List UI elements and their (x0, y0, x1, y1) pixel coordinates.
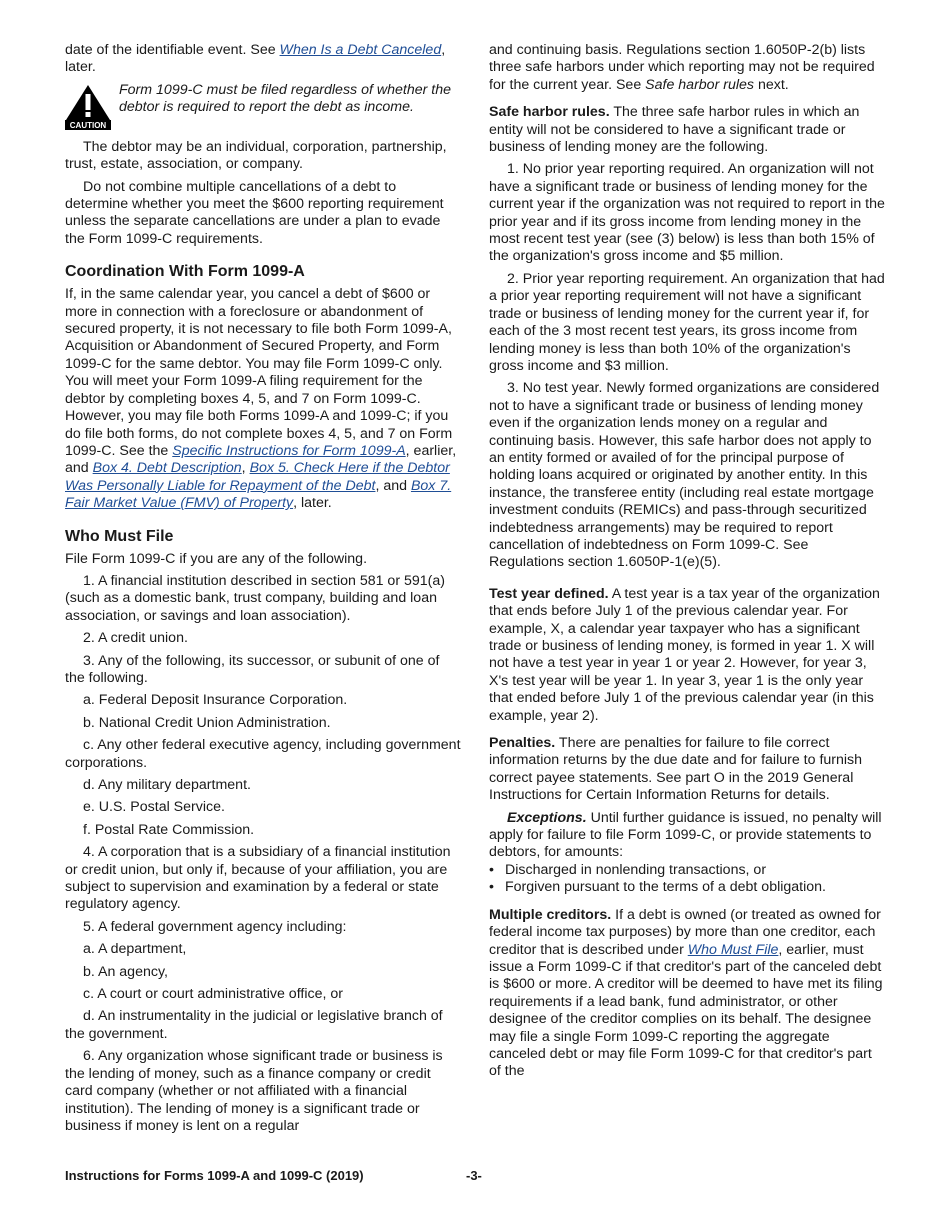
paragraph-exceptions: Exceptions. Until further guidance is issued, no penalty will apply for failure to file Form 1099-C, or provide statements to debtors, for amounts: (489, 809, 882, 861)
bullet-item: • Forgiven pursuant to the terms of a debt obligation. (489, 879, 826, 896)
svg-text:CAUTION: CAUTION (69, 120, 107, 130)
left-column (65, 42, 461, 1140)
list-item: 5. A federal government agency including: (83, 918, 347, 935)
list-item: c. Any other federal executive agency, including government corporations. (65, 737, 461, 771)
footer-title: Instructions for Forms 1099-A and 1099-C (2019) (65, 1168, 364, 1183)
paragraph: Do not combine multiple cancellations of a debt to determine whether you meet the $600 reporting requirement unless the separate cancellations are under a plan to evade the Form 1099-C requirements. (65, 178, 444, 247)
list-item: d. An instrumentality in the judicial or legislative branch of the government. (65, 1008, 443, 1042)
list-item: b. National Credit Union Administration. (83, 714, 331, 731)
list-item: 2. Prior year reporting requirement. An organization that had a prior year reporting requirement will not have a significant trade or business of lending money for the current year if, for each of the 3 most recent test years, its gross income from lending money is less than both 10% of the organization's gross income and $3 million. (489, 270, 885, 374)
heading-coordination: Coordination With Form 1099-A (65, 263, 305, 281)
list-item: c. A court or court administrative office, or (83, 986, 343, 1003)
link-box7[interactable]: Box 7. Fair Market Value (FMV) of Property (65, 477, 452, 512)
paragraph-test-year: Test year defined. A test year is a tax year of the organization that ends before July 1 of the previous calendar year. For example, X, a calendar year taxpayer who has a significant trade or business of lending money, is formed in year 1. X will not have a test year in year 1 or year 2. However, for year 3, X's test year will be year 1. In year 3, year 1 is the only year that ended before July 1 of the previous calendar year (in this example, year 2). (489, 585, 880, 724)
list-item: 3. No test year. Newly formed organizations are considered not to have a significant trade or business of lending money even if the organization lends money on a regular and continuing basis. However, this safe harbor does not apply to an entity formed or availed of for the principal purpose of holding loans acquired or originated by another entity. In this instance, the transferee entity (including real estate mortgage investment conduits (REMICs) and pass-through securitized indebtedness arrangements) may be required to report cancellation of indebtedness on Form 1099-C. See Regulations section 1.6050P-1(e)(5). (489, 380, 880, 571)
list-item: f. Postal Rate Commission. (83, 821, 255, 838)
list-item: b. An agency, (83, 963, 168, 980)
run-in-heading: Exceptions. (507, 809, 587, 826)
paragraph: date of the identifiable event. See When Is a Debt Canceled, later. (65, 42, 446, 76)
paragraph-safe-harbor: Safe harbor rules. The three safe harbor rules in which an entity will not be considered to have a significant trade or business of lending money are the following. (489, 104, 860, 156)
link-specific-instructions-1099a[interactable]: Specific Instructions for Form 1099-A (172, 442, 406, 459)
list-item: d. Any military department. (83, 777, 251, 793)
run-in-heading: Safe harbor rules. (489, 104, 610, 121)
link-box5[interactable]: Box 5. Check Here if the Debtor Was Personally Liable for Repayment of the Debt (65, 460, 450, 494)
paragraph: File Form 1099-C if you are any of the following. (65, 550, 368, 567)
caution-block (65, 82, 461, 130)
list-item: e. U.S. Postal Service. (83, 799, 225, 816)
run-in-heading: Test year defined. (489, 585, 609, 602)
paragraph-multiple-creditors: Multiple creditors. If a debt is owned (or treated as owned for federal income tax purposes) by more than one creditor, each creditor that is described under Who Must File, earlier, must issue a Form 1099-C if that creditor's part of the canceled debt is $600 or more. A creditor will be deemed to have met its filing requirements if a lead bank, fund administrator, or other designee of the creditor complies on its behalf. The designee may file a single Form 1099-C reporting the aggregate canceled debt or may file Form 1099-C for that creditor's part of the (489, 906, 883, 1080)
list-item: a. Federal Deposit Insurance Corporation. (83, 692, 348, 709)
list-item: a. A department, (83, 941, 187, 958)
page-number: -3- (466, 1168, 482, 1183)
paragraph: and continuing basis. Regulations section 1.6050P-2(b) lists three safe harbors under which reporting may not be required for the current year. See Safe harbor rules next. (489, 42, 875, 93)
right-column (489, 42, 885, 1086)
list-item: 1. No prior year reporting required. An organization will not have a significant trade or business of lending money for the current year if the organization was not required to report in the prior year and if its gross income from lending money in the most recent test year (see (3) below) is less than both 15% of the organization's gross income and $5 million. (489, 161, 885, 265)
list-item: 1. A financial institution described in section 581 or 591(a) (such as a domestic bank, trust company, building and loan association, or savings and loan association). (65, 572, 446, 624)
caution-text: Form 1099-C must be filed regardless of whether the debtor is required to report the debt as income. (119, 81, 451, 116)
paragraph-coordination: If, in the same calendar year, you cancel a debt of $600 or more in connection with a foreclosure or abandonment of secured property, it is not necessary to file both Form 1099-A, Acquisition or Abandonment of Secured Property, and Form 1099-C for the same debtor. You may file Form 1099-C only. You will meet your Form 1099-A filing requirement for the debtor by completing boxes 4, 5, and 7 on Form 1099-C. However, you may file both Forms 1099-A and 1099-C; if you do file both forms, do not complete boxes 4, 5, and 7 on Form 1099-C. See the Specific Instructions for Form 1099-A, earlier, and Box 4. Debt Description, Box 5. Check Here if the Debtor Was Personally Liable for Repayment of the Debt, and Box 7. Fair Market Value (FMV) of Property, later. (65, 286, 457, 512)
bullet-item: • Discharged in nonlending transactions, or (489, 861, 767, 878)
list-item: 4. A corporation that is a subsidiary of a financial institution or credit union, but only if, because of your affiliation, you are subject to supervision and examination by a federal or state regulatory agency. (65, 844, 451, 913)
run-in-heading: Multiple creditors. (489, 906, 612, 923)
run-in-heading: Penalties. (489, 735, 556, 752)
caution-icon (65, 84, 111, 130)
list-item: 3. Any of the following, its successor, or subunit of one of the following. (65, 652, 440, 686)
list-item: 2. A credit union. (83, 630, 188, 647)
link-who-must-file[interactable]: Who Must File (687, 941, 779, 958)
list-item: 6. Any organization whose significant trade or business is the lending of money, such as a finance company or credit card company (whether or not affiliated with a financial institution). The lending of money is a significant trade or business if money is lent on a regular (65, 1048, 443, 1134)
heading-who-must-file: Who Must File (65, 527, 174, 545)
link-when-is-debt-canceled[interactable]: When Is a Debt Canceled (279, 42, 442, 58)
paragraph-penalties: Penalties. There are penalties for failure to file correct information returns by the due date and for failure to furnish correct payee statements. See part O in the 2019 General Instructions for Certain Information Returns for details. (489, 735, 863, 804)
link-box4[interactable]: Box 4. Debt Description (92, 460, 242, 477)
paragraph: The debtor may be an individual, corporation, partnership, trust, estate, association, or company. (65, 138, 447, 173)
